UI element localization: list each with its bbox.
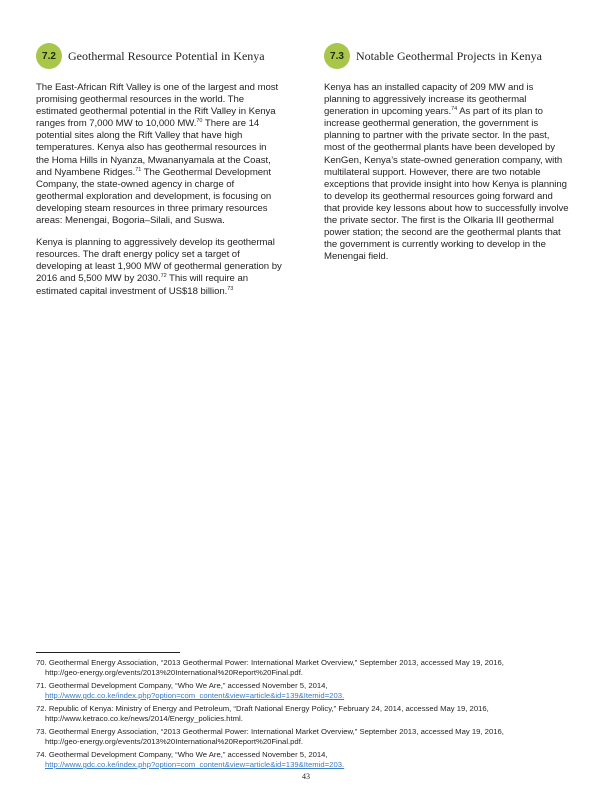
footnote-ref[interactable]: 72 [160, 273, 167, 280]
section-title: Notable Geothermal Projects in Kenya [356, 48, 542, 63]
footnote-ref[interactable]: 71 [135, 166, 142, 173]
section-heading [324, 43, 570, 69]
footnote-url: http://www.ketraco.co.ke/news/2014/Energy_policies.html. [45, 714, 243, 723]
footnote-72: 72. Republic of Kenya: Ministry of Energy and Petroleum, “Draft National Energy Policy,” February 24, 2014, accessed May 19, 2016, http://www.ketraco.co.ke/news/2014/Energy_policies.html. [36, 704, 581, 724]
footnote-url: http://geo-energy.org/events/2013%20International%20Report%20Final.pdf. [45, 668, 303, 677]
footnote-link[interactable]: http://www.gdc.co.ke/index.php?option=com_content&view=article&id=139&Itemid=203. [45, 691, 345, 700]
section-number-badge: 7.2 [36, 43, 62, 69]
page-number: 43 [302, 772, 310, 781]
footnote-divider [36, 652, 180, 653]
footnote-ref[interactable]: 73 [227, 285, 234, 292]
paragraph: Kenya has an installed capacity of 209 MW and is planning to aggressively increase its geothermal generation in upcoming years.$^{74}$ As part of its plan to increase geothermal generation, the government is planning to partner with the private sector. In the past, most of the geothermal plants have been developed by KenGen, Kenya’s state-owned generation company, with multilateral support. However, there are two notable exceptions that provide insight into how Kenya is planning to develop its geothermal resources going forward and that provide key lessons about how to successfully involve the private sector. The first is the Olkaria III geothermal power station; the second are the geothermal plants that the government is currently working to develop in the Menengai field. [324, 82, 569, 263]
footnotes [36, 658, 581, 773]
footnote-73: 73. Geothermal Energy Association, “2013 Geothermal Power: International Market Overview,” September 2013, accessed May 19, 2016, http://geo-energy.org/events/2013%20International%20Report%20Final.pdf. [36, 727, 581, 747]
section-7-3 [324, 43, 570, 273]
footnote-url: http://geo-energy.org/events/2013%20International%20Report%20Final.pdf. [45, 737, 303, 746]
section-title: Geothermal Resource Potential in Kenya [68, 48, 265, 63]
paragraph: The East-African Rift Valley is one of the largest and most promising geothermal resources in the world. The estimated geothermal potential in the Rift Valley in Kenya ranges from 7,000 MW to 10,000 MW.$^{70}$ There are 14 potential sites along the Rift Valley that have high temperatures. Kenya also has geothermal resources in the Homa Hills in Nyanza, Mwananyamala at the Coast, and Nyambene Ridges.$^{71}$ The Geothermal Development Company, the state-owned agency in charge of geothermal exploration and development, is focusing on developing steam resources in three primary resources areas: Menengai, Bogoria–Silali, and Suswa. [36, 82, 279, 227]
footnote-71: 71. Geothermal Development Company, “Who We Are,” accessed November 5, 2014, http://www.gdc.co.ke/index.php?option=com_content&view=article&id=139&Itemid=203. [36, 681, 345, 700]
section-7-2 [36, 43, 282, 308]
footnote-70: 70. Geothermal Energy Association, “2013 Geothermal Power: International Market Overview,” September 2013, accessed May 19, 2016, http://geo-energy.org/events/2013%20International%20Report%20Final.pdf. [36, 658, 581, 678]
paragraph: Kenya is planning to aggressively develop its geothermal resources. The draft energy policy set a target of developing at least 1,900 MW of geothermal generation by 2016 and 5,500 MW by 2030.72 This will require an estimated capital investment of US$18 billion.$^{73}$ [36, 237, 282, 297]
section-number-badge: 7.3 [324, 43, 350, 69]
footnote-link[interactable]: http://www.gdc.co.ke/index.php?option=com_content&view=article&id=139&Itemid=203. [45, 760, 345, 769]
footnote-74: 74. Geothermal Development Company, “Who We Are,” accessed November 5, 2014, http://www.gdc.co.ke/index.php?option=com_content&view=article&id=139&Itemid=203. [36, 750, 345, 769]
footnote-ref[interactable]: 74 [451, 106, 458, 112]
section-heading [36, 43, 282, 69]
footnote-ref[interactable]: 70 [196, 118, 203, 125]
